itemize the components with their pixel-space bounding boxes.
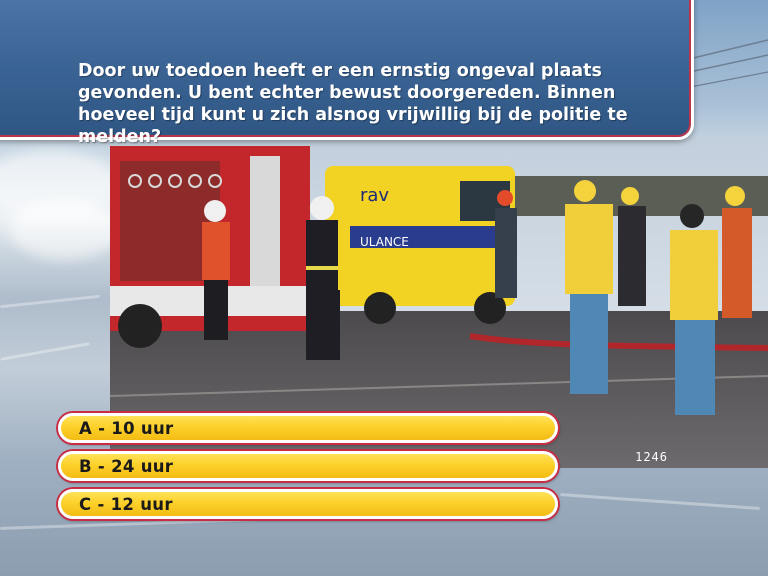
cloud bbox=[10, 200, 120, 260]
answer-label: C - 12 uur bbox=[79, 494, 173, 514]
road-streak bbox=[0, 342, 89, 361]
answer-label: A - 10 uur bbox=[79, 418, 174, 438]
road-streak bbox=[560, 493, 760, 510]
photo-id-label: 1246 bbox=[635, 450, 668, 464]
ambulance-logo-text: rav bbox=[360, 185, 390, 206]
road-streak bbox=[0, 295, 100, 308]
answer-list bbox=[58, 413, 568, 527]
firefighter-figure bbox=[306, 196, 340, 360]
answer-label: B - 24 uur bbox=[79, 456, 174, 476]
answer-button-a[interactable] bbox=[58, 413, 558, 443]
question-text: Door uw toedoen heeft er een ernstig ongeval plaats gevonden. U bent echter bewust doorgereden. Binnen hoeveel tijd kunt u zich alsnog vrijwillig bij de politie te melden? bbox=[78, 61, 628, 147]
answer-button-b[interactable] bbox=[58, 451, 558, 481]
answer-button-c[interactable] bbox=[58, 489, 558, 519]
ambulance-side-text: ULANCE bbox=[360, 235, 409, 249]
